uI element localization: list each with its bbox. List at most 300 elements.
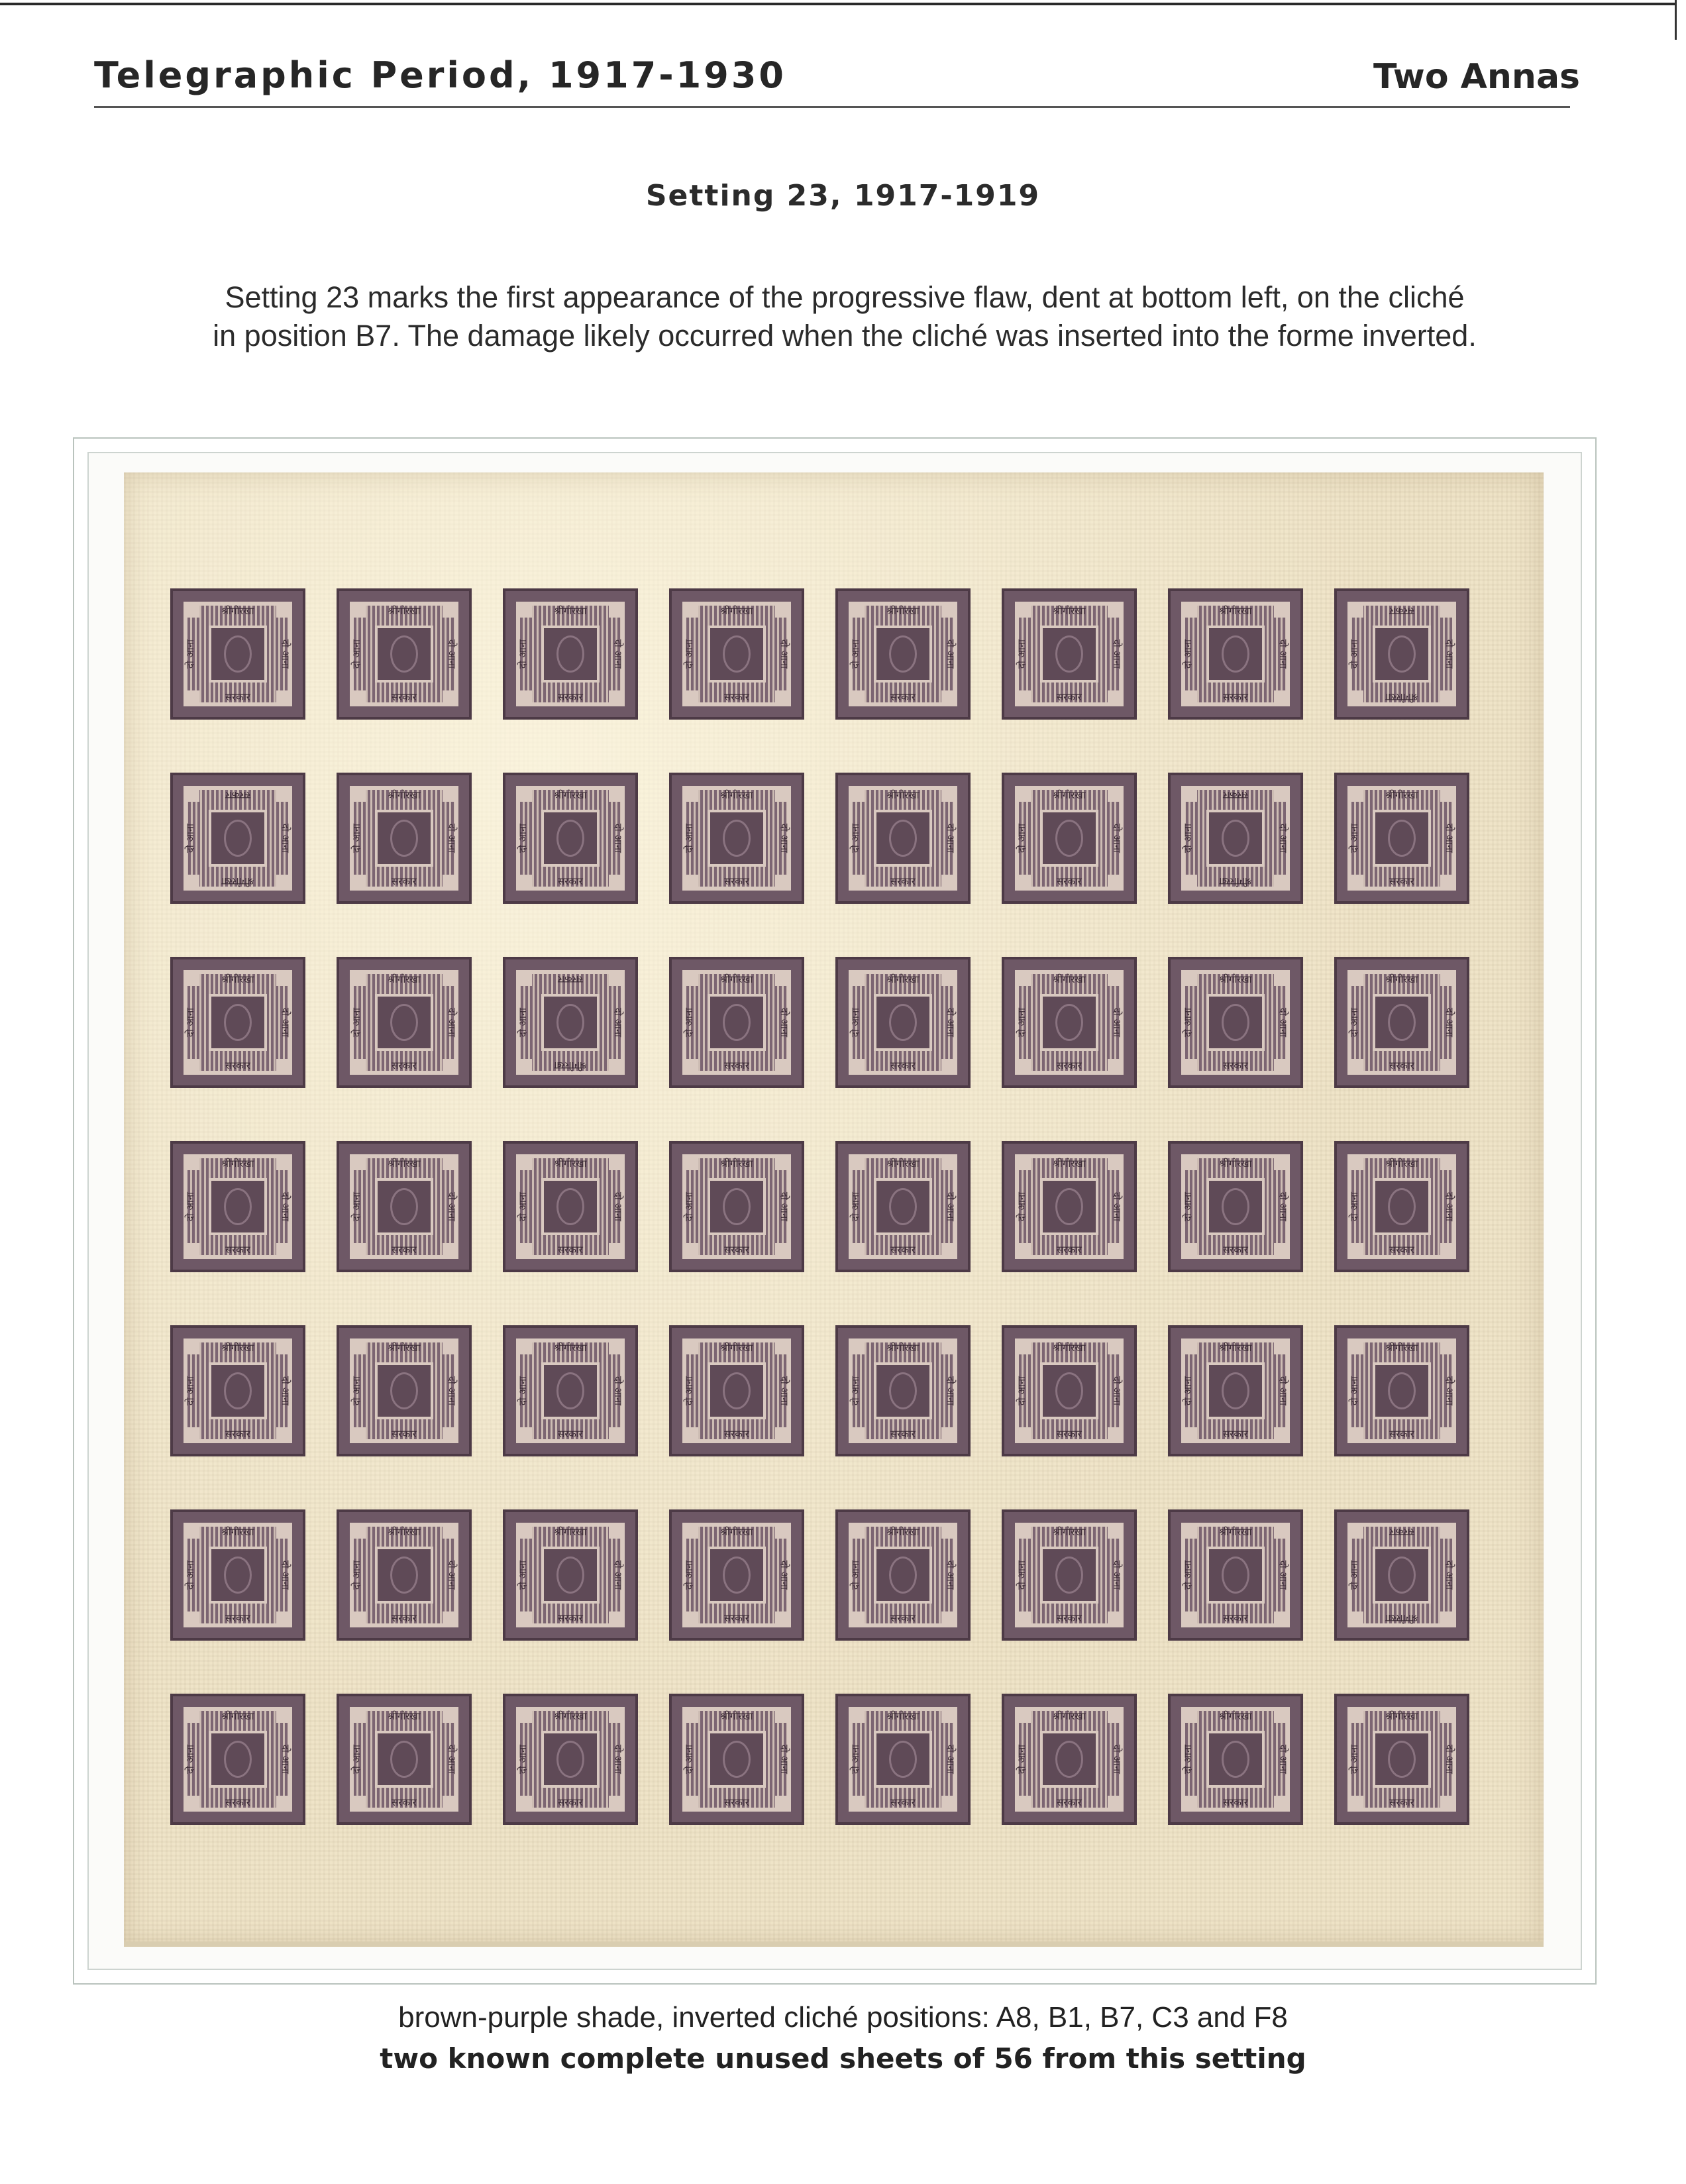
stamp-inscription-right: दो आना — [1110, 1744, 1123, 1774]
stamp-corner-ornament — [684, 1524, 698, 1539]
stamp-inscription-bottom: सरकार — [1223, 1612, 1248, 1624]
stamp-corner-ornament — [775, 1340, 790, 1354]
stamp-corner-ornament — [775, 1611, 790, 1626]
stamp-corner-ornament — [517, 787, 532, 802]
stamp-inscription-left: दो आना — [517, 1191, 529, 1222]
stamp-inscription-bottom: सरकार — [1057, 1796, 1082, 1808]
stamp-inscription-left: दो आना — [849, 639, 862, 669]
stamp-d1 — [170, 1141, 305, 1272]
stamp-crown-emblem-icon — [224, 1188, 252, 1225]
stamp-corner-ornament — [1016, 875, 1031, 889]
stamp-inscription-top: श्रीगोरखा — [1385, 1342, 1418, 1354]
stamp-inscription-top: श्रीगोरखा — [388, 1158, 421, 1170]
stamp-corner-ornament — [351, 690, 366, 705]
stamp-corner-ornament — [1183, 1796, 1197, 1810]
stamp-inscription-left: दो आना — [1182, 1191, 1194, 1222]
stamp-crown-emblem-icon — [224, 635, 252, 673]
stamp-corner-ornament — [185, 690, 199, 705]
stamp-inscription-top: श्रीगोरखा — [1053, 789, 1086, 801]
stamp-corner-ornament — [517, 1156, 532, 1170]
stamp-corner-ornament — [276, 971, 291, 986]
stamp-center-panel — [375, 1731, 433, 1788]
stamp-corner-ornament — [941, 1611, 956, 1626]
stamp-inscription-left: दो आना — [683, 1191, 696, 1222]
stamp-inscription-bottom: सरकार — [558, 691, 583, 703]
stamp-center-panel — [708, 1731, 766, 1788]
stamp-f8 — [1334, 1509, 1469, 1641]
stamp-corner-ornament — [850, 1524, 865, 1539]
stamp-corner-ornament — [351, 1796, 366, 1810]
stamp-inscription-bottom: सरकार — [1057, 1612, 1082, 1624]
stamp-inscription-top: श्रीगोरखा — [554, 1526, 587, 1538]
stamp-a6 — [1002, 588, 1137, 720]
stamp-corner-ornament — [775, 1156, 790, 1170]
stamp-d3 — [503, 1141, 638, 1272]
stamp-inscription-right: दो आना — [1348, 639, 1361, 669]
stamp-center-panel — [1373, 1547, 1431, 1604]
stamp-inscription-left: दो आना — [184, 1744, 197, 1774]
stamp-inscription-right: दो आना — [778, 1560, 790, 1590]
stamp-corner-ornament — [185, 1340, 199, 1354]
stamp-center-panel — [1040, 1547, 1098, 1604]
stamp-inscription-bottom: सरकार — [1057, 1060, 1082, 1071]
stamp-inscription-left: दो आना — [683, 823, 696, 853]
stamp-inscription-right: दो आना — [445, 1007, 458, 1038]
stamp-crown-emblem-icon — [723, 1188, 751, 1225]
stamp-inscription-left: दो आना — [1016, 823, 1028, 853]
stamp-corner-ornament — [351, 787, 366, 802]
stamp-center-panel — [708, 1547, 766, 1604]
stamp-center-panel — [874, 1362, 932, 1419]
stamp-e6 — [1002, 1325, 1137, 1456]
stamp-center-panel — [1373, 626, 1431, 682]
stamp-inscription-bottom: सरकार — [392, 1796, 417, 1808]
stamp-corner-ornament — [351, 1156, 366, 1170]
stamp-inscription-bottom: सरकार — [724, 1612, 749, 1624]
stamp-crown-emblem-icon — [556, 1372, 584, 1409]
stamp-inscription-bottom: सरकार — [1057, 1244, 1082, 1256]
stamp-corner-ornament — [1108, 875, 1122, 889]
stamp-inscription-bottom: सरकार — [724, 875, 749, 887]
stamp-corner-ornament — [609, 971, 623, 986]
stamp-center-panel — [1373, 1731, 1431, 1788]
stamp-corner-ornament — [1349, 1611, 1363, 1626]
stamp-corner-ornament — [351, 875, 366, 889]
stamp-a5 — [835, 588, 971, 720]
sheet-bottom-margin — [124, 1941, 1544, 1947]
stamp-corner-ornament — [443, 1524, 457, 1539]
stamp-inscription-left: दो आना — [683, 1007, 696, 1038]
stamp-corner-ornament — [1440, 1796, 1455, 1810]
stamp-inscription-left: दो आना — [350, 1744, 363, 1774]
stamp-center-panel — [375, 1178, 433, 1235]
stamp-corner-ornament — [1349, 787, 1363, 802]
stamp-corner-ornament — [609, 875, 623, 889]
stamp-corner-ornament — [1183, 1427, 1197, 1442]
stamp-inscription-right: दो आना — [1443, 1376, 1455, 1406]
stamp-inscription-right: दो आना — [1277, 1376, 1289, 1406]
stamp-corner-ornament — [941, 787, 956, 802]
stamp-center-panel — [874, 1731, 932, 1788]
stamp-inscription-right: दो आना — [778, 1007, 790, 1038]
stamp-corner-ornament — [1108, 1796, 1122, 1810]
stamp-corner-ornament — [351, 1524, 366, 1539]
stamp-crown-emblem-icon — [723, 820, 751, 857]
stamp-corner-ornament — [185, 875, 199, 889]
stamp-crown-emblem-icon — [1055, 635, 1083, 673]
stamp-crown-emblem-icon — [723, 1004, 751, 1041]
stamp-inscription-bottom: सरकार — [225, 1796, 250, 1808]
stamp-corner-ornament — [609, 787, 623, 802]
stamp-corner-ornament — [443, 1708, 457, 1723]
stamp-inscription-right: दो आना — [1277, 1191, 1289, 1222]
stamp-corner-ornament — [276, 1059, 291, 1073]
stamp-center-panel — [874, 626, 932, 682]
stamp-corner-ornament — [517, 1340, 532, 1354]
stamp-c5 — [835, 957, 971, 1088]
stamp-corner-ornament — [443, 1340, 457, 1354]
stamp-corner-ornament — [1274, 1708, 1289, 1723]
stamp-corner-ornament — [1274, 875, 1289, 889]
stamp-corner-ornament — [1440, 1611, 1455, 1626]
stamp-inscription-bottom: सरकार — [558, 1428, 583, 1440]
stamp-corner-ornament — [1108, 1524, 1122, 1539]
stamp-inscription-right: दो आना — [1443, 1744, 1455, 1774]
stamp-center-panel — [541, 1547, 600, 1604]
stamp-inscription-left: दो आना — [1182, 1744, 1194, 1774]
stamp-corner-ornament — [517, 875, 532, 889]
stamp-inscription-right: दो आना — [279, 1376, 291, 1406]
stamp-center-panel — [375, 1362, 433, 1419]
stamp-inscription-left: दो आना — [1277, 823, 1289, 853]
stamp-corner-ornament — [941, 1796, 956, 1810]
stamp-inscription-top: श्रीगोरखा — [1219, 1526, 1252, 1538]
stamp-corner-ornament — [443, 690, 457, 705]
stamp-center-panel — [1040, 626, 1098, 682]
stamp-center-panel — [541, 626, 600, 682]
stamp-inscription-bottom: सरकार — [1389, 1060, 1414, 1071]
stamp-inscription-right: दो आना — [279, 639, 291, 669]
stamp-inscription-left: दो आना — [1182, 639, 1194, 669]
stamp-inscription-left: दो आना — [184, 1560, 197, 1590]
stamp-corner-ornament — [684, 1059, 698, 1073]
stamp-inscription-top: श्रीगोरखा — [720, 1526, 753, 1538]
stamp-inscription-top: श्रीगोरखा — [221, 875, 254, 887]
stamp-crown-emblem-icon — [224, 1372, 252, 1409]
stamp-g2 — [337, 1694, 472, 1825]
stamp-corner-ornament — [1349, 971, 1363, 986]
stamp-inscription-left: दो आना — [517, 1560, 529, 1590]
stamp-inscription-left: दो आना — [849, 1744, 862, 1774]
stamp-corner-ornament — [1183, 690, 1197, 705]
stamp-corner-ornament — [775, 1524, 790, 1539]
stamp-corner-ornament — [775, 1796, 790, 1810]
stamp-crown-emblem-icon — [556, 1741, 584, 1778]
stamp-inscription-left: दो आना — [1182, 1560, 1194, 1590]
stamp-inscription-left: दो आना — [849, 1007, 862, 1038]
stamp-corner-ornament — [1016, 690, 1031, 705]
stamp-corner-ornament — [1274, 1243, 1289, 1258]
stamp-d5 — [835, 1141, 971, 1272]
stamp-corner-ornament — [941, 875, 956, 889]
stamp-corner-ornament — [1108, 787, 1122, 802]
stamp-inscription-left: दो आना — [350, 1191, 363, 1222]
stamp-corner-ornament — [609, 690, 623, 705]
stamp-center-panel — [874, 1547, 932, 1604]
stamp-inscription-top: श्रीगोरखा — [554, 605, 587, 617]
stamp-corner-ornament — [276, 1427, 291, 1442]
stamp-e3 — [503, 1325, 638, 1456]
stamp-crown-emblem-icon — [556, 1188, 584, 1225]
stamp-c7 — [1168, 957, 1303, 1088]
stamp-inscription-bottom: सरकार — [1223, 1796, 1248, 1808]
stamp-inscription-left: दो आना — [683, 1376, 696, 1406]
stamp-corner-ornament — [941, 1059, 956, 1073]
stamp-inscription-bottom: सरकार — [724, 1796, 749, 1808]
stamp-corner-ornament — [1349, 603, 1363, 618]
stamp-crown-emblem-icon — [889, 820, 917, 857]
stamp-inscription-top: श्रीगोरखा — [1385, 1612, 1418, 1624]
stamp-corner-ornament — [684, 1340, 698, 1354]
stamp-inscription-bottom: सरकार — [225, 1428, 250, 1440]
stamp-inscription-left: दो आना — [350, 823, 363, 853]
stamp-crown-emblem-icon — [1388, 1188, 1416, 1225]
stamp-center-panel — [1040, 1362, 1098, 1419]
stamp-crown-emblem-icon — [1388, 1004, 1416, 1041]
stamp-c4 — [669, 957, 804, 1088]
stamp-inscription-top: श्रीगोरखा — [720, 1158, 753, 1170]
stamp-crown-emblem-icon — [556, 820, 584, 857]
stamp-corner-ornament — [609, 1524, 623, 1539]
stamp-center-panel — [1040, 1178, 1098, 1235]
stamp-inscription-right: दो आना — [1110, 639, 1123, 669]
stamp-inscription-right: दो आना — [1277, 1007, 1289, 1038]
stamp-crown-emblem-icon — [1222, 820, 1249, 857]
stamp-inscription-bottom: सरकार — [890, 1796, 916, 1808]
stamp-corner-ornament — [443, 787, 457, 802]
stamp-inscription-bottom: सरकार — [1389, 1526, 1414, 1538]
stamp-inscription-left: दो आना — [1348, 1744, 1361, 1774]
stamp-corner-ornament — [1183, 787, 1197, 802]
stamp-corner-ornament — [775, 787, 790, 802]
page-edge-mark — [1675, 0, 1677, 40]
stamp-corner-ornament — [1108, 1059, 1122, 1073]
stamp-corner-ornament — [1016, 1611, 1031, 1626]
stamp-inscription-top: श्रीगोरखा — [1053, 605, 1086, 617]
stamp-f5 — [835, 1509, 971, 1641]
stamp-inscription-bottom: सरकार — [392, 1428, 417, 1440]
stamp-center-panel — [874, 810, 932, 867]
stamp-corner-ornament — [517, 690, 532, 705]
stamp-corner-ornament — [1274, 787, 1289, 802]
stamp-inscription-bottom: सरकार — [392, 1612, 417, 1624]
stamp-d8 — [1334, 1141, 1469, 1272]
stamp-inscription-left: दो आना — [184, 1007, 197, 1038]
stamp-corner-ornament — [517, 1796, 532, 1810]
stamp-crown-emblem-icon — [889, 1372, 917, 1409]
stamp-corner-ornament — [609, 1156, 623, 1170]
stamp-inscription-right: दो आना — [1443, 1007, 1455, 1038]
stamp-corner-ornament — [276, 1796, 291, 1810]
description-line-1: Setting 23 marks the first appearance of the progressive flaw, dent at bottom left, on the cliché — [225, 280, 1465, 314]
stamp-corner-ornament — [443, 1243, 457, 1258]
stamp-corner-ornament — [684, 1708, 698, 1723]
stamp-crown-emblem-icon — [1222, 635, 1249, 673]
stamp-inscription-top: श्रीगोरखा — [886, 605, 920, 617]
stamp-inscription-bottom: सरकार — [225, 789, 250, 801]
stamp-corner-ornament — [775, 971, 790, 986]
page-header-title: Telegraphic Period, 1917-1930 — [94, 54, 786, 96]
stamp-inscription-bottom: सरकार — [724, 1244, 749, 1256]
stamp-corner-ornament — [517, 1243, 532, 1258]
stamp-e5 — [835, 1325, 971, 1456]
stamp-inscription-right: दो आना — [1277, 1560, 1289, 1590]
stamp-corner-ornament — [941, 971, 956, 986]
stamp-crown-emblem-icon — [1388, 820, 1416, 857]
stamp-g5 — [835, 1694, 971, 1825]
stamp-corner-ornament — [185, 1611, 199, 1626]
stamp-corner-ornament — [517, 1524, 532, 1539]
stamp-corner-ornament — [684, 1427, 698, 1442]
stamp-crown-emblem-icon — [390, 1372, 418, 1409]
stamp-inscription-left: दो आना — [350, 1376, 363, 1406]
stamp-center-panel — [708, 626, 766, 682]
stamp-corner-ornament — [351, 1059, 366, 1073]
stamp-center-panel — [541, 810, 600, 867]
stamp-corner-ornament — [1016, 1796, 1031, 1810]
stamp-crown-emblem-icon — [1055, 1188, 1083, 1225]
stamp-corner-ornament — [684, 1243, 698, 1258]
stamp-corner-ornament — [1440, 1340, 1455, 1354]
stamp-inscription-bottom: सरकार — [1223, 1428, 1248, 1440]
stamp-crown-emblem-icon — [224, 1741, 252, 1778]
stamp-inscription-right: दो आना — [445, 1191, 458, 1222]
stamp-inscription-bottom: सरकार — [1389, 605, 1414, 617]
stamp-c1 — [170, 957, 305, 1088]
stamp-inscription-top: श्रीगोरखा — [388, 1710, 421, 1722]
stamp-g4 — [669, 1694, 804, 1825]
stamp-inscription-right: दो आना — [611, 1376, 624, 1406]
stamp-corner-ornament — [684, 603, 698, 618]
stamp-corner-ornament — [185, 787, 199, 802]
stamp-center-panel — [1206, 1178, 1265, 1235]
stamp-corner-ornament — [850, 1427, 865, 1442]
stamp-corner-ornament — [351, 1427, 366, 1442]
stamp-inscription-right: दो आना — [1443, 823, 1455, 853]
stamp-corner-ornament — [1108, 1611, 1122, 1626]
stamp-inscription-bottom: सरकार — [1223, 1244, 1248, 1256]
stamp-inscription-right: दो आना — [1110, 1376, 1123, 1406]
stamp-corner-ornament — [517, 971, 532, 986]
stamp-inscription-bottom: सरकार — [1389, 875, 1414, 887]
stamp-inscription-left: दो आना — [517, 1744, 529, 1774]
stamp-corner-ornament — [609, 1708, 623, 1723]
stamp-corner-ornament — [1440, 1524, 1455, 1539]
stamp-inscription-right: दो आना — [944, 1191, 957, 1222]
stamp-inscription-bottom: सरकार — [392, 691, 417, 703]
stamp-inscription-bottom: सरकार — [558, 973, 583, 985]
stamp-corner-ornament — [684, 690, 698, 705]
stamp-crown-emblem-icon — [224, 1004, 252, 1041]
stamp-inscription-left: दो आना — [849, 1376, 862, 1406]
stamp-corner-ornament — [1274, 1524, 1289, 1539]
stamp-corner-ornament — [185, 1524, 199, 1539]
stamp-corner-ornament — [517, 1708, 532, 1723]
stamp-crown-emblem-icon — [1222, 1004, 1249, 1041]
stamp-corner-ornament — [1108, 1156, 1122, 1170]
stamp-crown-emblem-icon — [390, 635, 418, 673]
stamp-corner-ornament — [684, 971, 698, 986]
stamp-inscription-right: दो आना — [445, 1376, 458, 1406]
stamp-corner-ornament — [1440, 1059, 1455, 1073]
stamp-corner-ornament — [850, 690, 865, 705]
stamp-inscription-top: श्रीगोरखा — [388, 1342, 421, 1354]
stamp-inscription-left: दो आना — [1016, 1007, 1028, 1038]
stamp-corner-ornament — [443, 1611, 457, 1626]
stamp-inscription-right: दो आना — [1110, 1007, 1123, 1038]
stamp-center-panel — [708, 1178, 766, 1235]
stamp-corner-ornament — [1183, 1059, 1197, 1073]
stamp-corner-ornament — [1183, 875, 1197, 889]
stamp-center-panel — [541, 1178, 600, 1235]
stamp-e2 — [337, 1325, 472, 1456]
stamp-center-panel — [708, 994, 766, 1051]
stamp-f3 — [503, 1509, 638, 1641]
stamp-corner-ornament — [1108, 603, 1122, 618]
stamp-inscription-bottom: सरकार — [890, 875, 916, 887]
stamp-center-panel — [1206, 994, 1265, 1051]
stamp-inscription-top: श्रीगोरखा — [221, 1342, 254, 1354]
stamp-inscription-right: दो आना — [611, 1744, 624, 1774]
stamp-inscription-right: दो आना — [611, 1191, 624, 1222]
stamp-corner-ornament — [351, 603, 366, 618]
stamp-corner-ornament — [1274, 690, 1289, 705]
stamp-corner-ornament — [1016, 1156, 1031, 1170]
stamp-inscription-bottom: सरकार — [890, 691, 916, 703]
stamp-corner-ornament — [276, 1340, 291, 1354]
stamp-inscription-top: श्रीगोरखा — [388, 789, 421, 801]
description-line-2: in position B7. The damage likely occurred when the cliché was inserted into the forme inverted. — [213, 319, 1477, 353]
stamp-corner-ornament — [1349, 1156, 1363, 1170]
stamp-inscription-bottom: सरकार — [1389, 1428, 1414, 1440]
stamp-corner-ornament — [684, 1611, 698, 1626]
stamp-corner-ornament — [775, 1243, 790, 1258]
stamp-inscription-right: दो आना — [517, 1007, 529, 1038]
stamp-corner-ornament — [1349, 690, 1363, 705]
stamp-corner-ornament — [850, 1059, 865, 1073]
stamp-corner-ornament — [775, 875, 790, 889]
stamp-inscription-bottom: सरकार — [392, 1060, 417, 1071]
stamp-d4 — [669, 1141, 804, 1272]
stamp-a3 — [503, 588, 638, 720]
stamp-b4 — [669, 773, 804, 904]
stamp-corner-ornament — [850, 1243, 865, 1258]
stamp-inscription-left: दो आना — [1443, 639, 1455, 669]
stamp-corner-ornament — [609, 1059, 623, 1073]
stamp-center-panel — [1040, 1731, 1098, 1788]
stamp-a1 — [170, 588, 305, 720]
stamp-center-panel — [209, 1362, 267, 1419]
stamp-corner-ornament — [1349, 1524, 1363, 1539]
stamp-corner-ornament — [276, 1708, 291, 1723]
stamp-inscription-left: दो आना — [1016, 1191, 1028, 1222]
stamp-center-panel — [1373, 1178, 1431, 1235]
stamp-b3 — [503, 773, 638, 904]
setting-title: Setting 23, 1917-1919 — [645, 179, 1041, 213]
stamp-center-panel — [1373, 994, 1431, 1051]
stamp-corner-ornament — [850, 1340, 865, 1354]
stamp-corner-ornament — [941, 1156, 956, 1170]
